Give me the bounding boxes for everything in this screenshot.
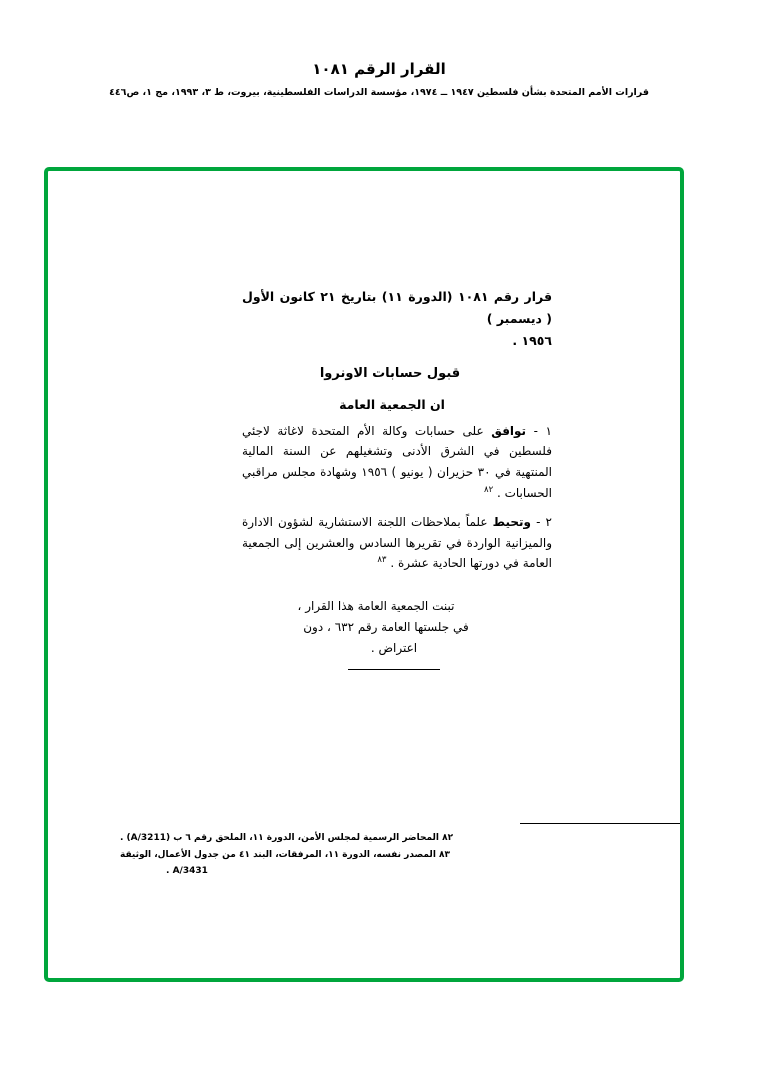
paragraph-2-marker: ٢ - bbox=[536, 515, 552, 530]
footnote-83-continuation: A/3431 . bbox=[166, 866, 208, 877]
footnote-82 bbox=[48, 830, 680, 847]
section-divider bbox=[348, 669, 440, 670]
page-title: القرار الرقم ١٠٨١ bbox=[312, 60, 446, 78]
document-header bbox=[0, 60, 758, 98]
resolution-subject: قبول حسابات الاونروا bbox=[319, 365, 461, 381]
resolution-body bbox=[242, 286, 552, 670]
green-content-frame bbox=[44, 167, 684, 982]
resolution-opening: ان الجمعية العامة bbox=[339, 396, 445, 412]
resolution-heading bbox=[242, 286, 552, 352]
resolution-paragraph-1 bbox=[242, 421, 552, 504]
adoption-note bbox=[242, 596, 552, 659]
resolution-paragraph-2 bbox=[242, 512, 552, 574]
footnote-82-number: ٨٢ bbox=[442, 833, 454, 844]
resolution-heading-line2: ١٩٥٦ . bbox=[512, 332, 552, 348]
adoption-line-2: في جلستها العامة رقم ٦٣٢ ، دون bbox=[303, 620, 469, 634]
paragraph-2-text: علماً بملاحظات اللجنة الاستشارية لشؤون الادارة والميزانية الواردة في تقريرها السادس والعشرين إلى الجمعية العامة في دورتها الحادية عشرة . bbox=[242, 515, 552, 571]
footnote-82-text: المحاضر الرسمية لمجلس الأمن، الدورة ١١، الملحق رقم ٦ ب (A/3211) . bbox=[120, 833, 439, 844]
source-citation: قرارات الأمم المتحدة بشأن فلسطين ١٩٤٧ ــ ١٩٧٤، مؤسسة الدراسات الفلسطينية، بيروت، ط ٣، ١٩٩٣، مج ١، ص٤٤٦ bbox=[109, 87, 649, 98]
footnotes-section bbox=[48, 823, 680, 880]
resolution-heading-line1: قرار رقم ١٠٨١ (الدورة ١١) بتاريخ ٢١ كانون الأول ( ديسمبر ) bbox=[242, 289, 552, 326]
paragraph-1-text: على حسابات وكالة الأم المتحدة لاغاثة لاجئي فلسطين في الشرق الأدنى وتشغيلهم عن السنة المالية المنتهية في ٣٠ حزيران ( يونيو ) ١٩٥٦ وشهادة مجلس مراقبي الحسابات . bbox=[242, 423, 553, 500]
paragraph-1-lead: توافق bbox=[491, 423, 527, 438]
footnote-83-number: ٨٣ bbox=[439, 849, 451, 860]
footnote-83-text: المصدر نفسه، الدورة ١١، المرفقات، البند ٤١ من جدول الأعمال، الوثيقة bbox=[120, 849, 436, 860]
paragraph-2-lead: وتحيط bbox=[492, 515, 531, 530]
adoption-line-1: تبنت الجمعية العامة هذا القرار ، bbox=[297, 599, 455, 613]
footnote-divider bbox=[520, 823, 680, 824]
paragraph-1-footnote-ref: ٨٢ bbox=[484, 484, 494, 495]
adoption-line-3: اعتراض . bbox=[370, 641, 418, 655]
footnote-83 bbox=[48, 847, 680, 864]
paragraph-1-marker: ١ - bbox=[533, 423, 552, 438]
paragraph-2-footnote-ref: ٨٣ bbox=[377, 555, 387, 566]
